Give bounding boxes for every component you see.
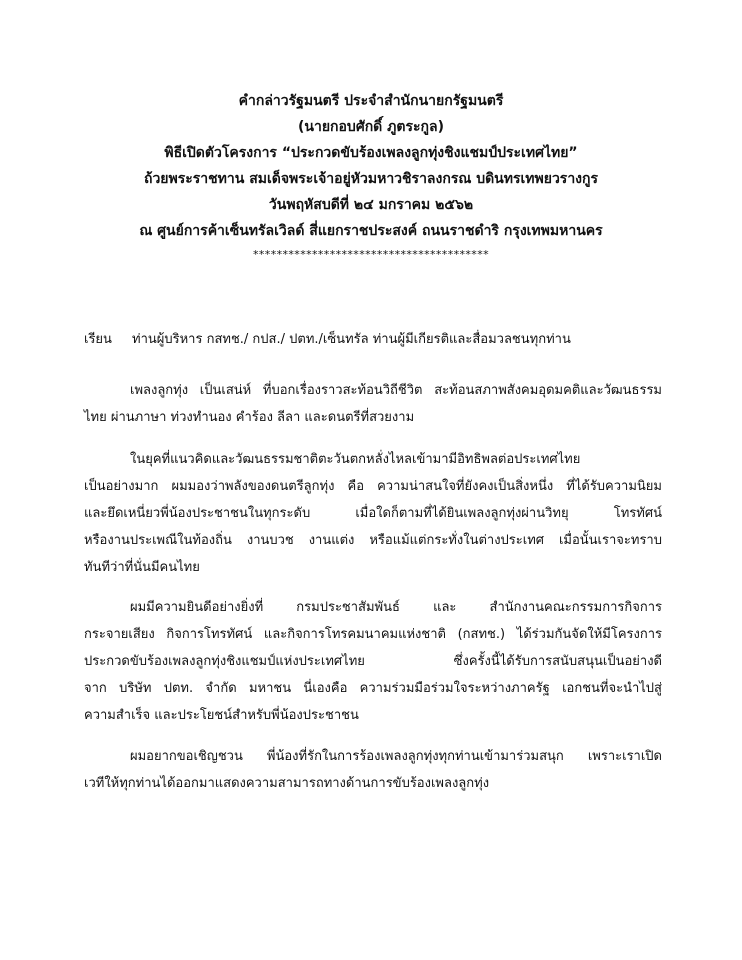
paragraph-line: เป็นอย่างมาก ผมมองว่าพลังของดนตรีลูกทุ่ง คือ ความน่าสนใจที่ยังคงเป็นสิ่งหนึ่ง ที่ได้รับความนิยม	[84, 479, 662, 494]
paragraph-line: ในยุคที่แนวคิดและวัฒนธรรมชาติตะวันตกหลั่งไหลเข้ามามีอิทธิพลต่อประเทศไทย	[130, 452, 581, 467]
paragraph-line: จาก บริษัท ปตท. จำกัด มหาชน นี่เองคือ ความร่วมมือร่วมใจระหว่างภาครัฐ เอกชนที่จะนำไปสู่	[84, 681, 662, 696]
header-date: วันพฤหัสบดีที่ ๒๔ มกราคม ๒๕๖๒	[268, 197, 474, 213]
paragraph-2	[84, 446, 662, 581]
salutation-label: เรียน	[84, 332, 112, 347]
salutation	[84, 330, 571, 350]
header-trophy: ถ้วยพระราชทาน สมเด็จพระเจ้าอยู่หัวมหาวชิราลงกรณ บดินทรเทพยวรางกูร	[143, 171, 599, 187]
speech-header	[60, 88, 682, 266]
paragraph-1	[84, 377, 662, 431]
paragraph-line: ความสำเร็จ และประโยชน์สำหรับพี่น้องประชาชน	[84, 708, 359, 723]
paragraph-line: เพลงลูกทุ่ง เป็นเสน่ห์ ที่บอกเรื่องราวสะท้อนวิถีชีวิต สะท้อนสภาพสังคมอุดมคติและวัฒนธรรม	[130, 383, 662, 398]
paragraph-line: หรืองานประเพณีในท้องถิ่น งานบวช งานแต่ง หรือแม้แต่กระทั่งในต่างประเทศ เมื่อนั้นเราจะทราบ	[84, 533, 662, 548]
paragraph-4	[84, 743, 662, 797]
paragraph-line: ผมอยากขอเชิญชวน พี่น้องที่รักในการร้องเพลงลูกทุ่งทุกท่านเข้ามาร่วมสนุก เพราะเราเปิด	[130, 749, 662, 764]
paragraph-line: กระจายเสียง กิจการโทรทัศน์ และกิจการโทรคมนาคมแห่งชาติ (กสทช.) ได้ร่วมกันจัดให้มีโครงการ	[84, 627, 662, 642]
paragraph-line: ไทย ผ่านภาษา ท่วงทำนอง คำร้อง ลีลา และดนตรีที่สวยงาม	[84, 410, 415, 425]
paragraph-line: ผมมีความยินดีอย่างยิ่งที่ กรมประชาสัมพันธ์ และ สำนักงานคณะกรรมการกิจการ	[130, 600, 662, 615]
salutation-text: ท่านผู้บริหาร กสทช./ กปส./ ปตท./เซ็นทรัล ท่านผู้มีเกียรติและสื่อมวลชนทุกท่าน	[132, 332, 571, 347]
header-venue: ณ ศูนย์การค้าเซ็นทรัลเวิลด์ สี่แยกราชประสงค์ ถนนราชดำริ กรุงเทพมหานคร	[139, 223, 603, 239]
header-speaker-name: (นายกอบศักดิ์ ภูตระกูล)	[298, 119, 444, 135]
paragraph-line: และยึดเหนี่ยวพี่น้องประชาชนในทุกระดับ เมื่อใดก็ตามที่ได้ยินเพลงลูกทุ่งผ่านวิทยุ โทรทัศน์	[84, 506, 662, 521]
paragraph-line: เวทีให้ทุกท่านได้ออกมาแสดงความสามารถทางด้านการขับร้องเพลงลูกทุ่ง	[84, 776, 490, 791]
paragraph-3	[84, 594, 662, 729]
header-event: พิธีเปิดตัวโครงการ “ประกวดขับร้องเพลงลูกทุ่งชิงแชมป์ประเทศไทย”	[164, 145, 578, 161]
header-separator: ****************************************	[253, 248, 489, 261]
header-title: คำกล่าวรัฐมนตรี ประจำสำนักนายกรัฐมนตรี	[238, 93, 504, 109]
paragraph-line: ทันทีว่าที่นั่นมีคนไทย	[84, 560, 200, 575]
paragraph-line: ประกวดขับร้องเพลงลูกทุ่งชิงแชมป์แห่งประเทศไทย ซึ่งครั้งนี้ได้รับการสนับสนุนเป็นอย่างดี	[84, 654, 662, 669]
